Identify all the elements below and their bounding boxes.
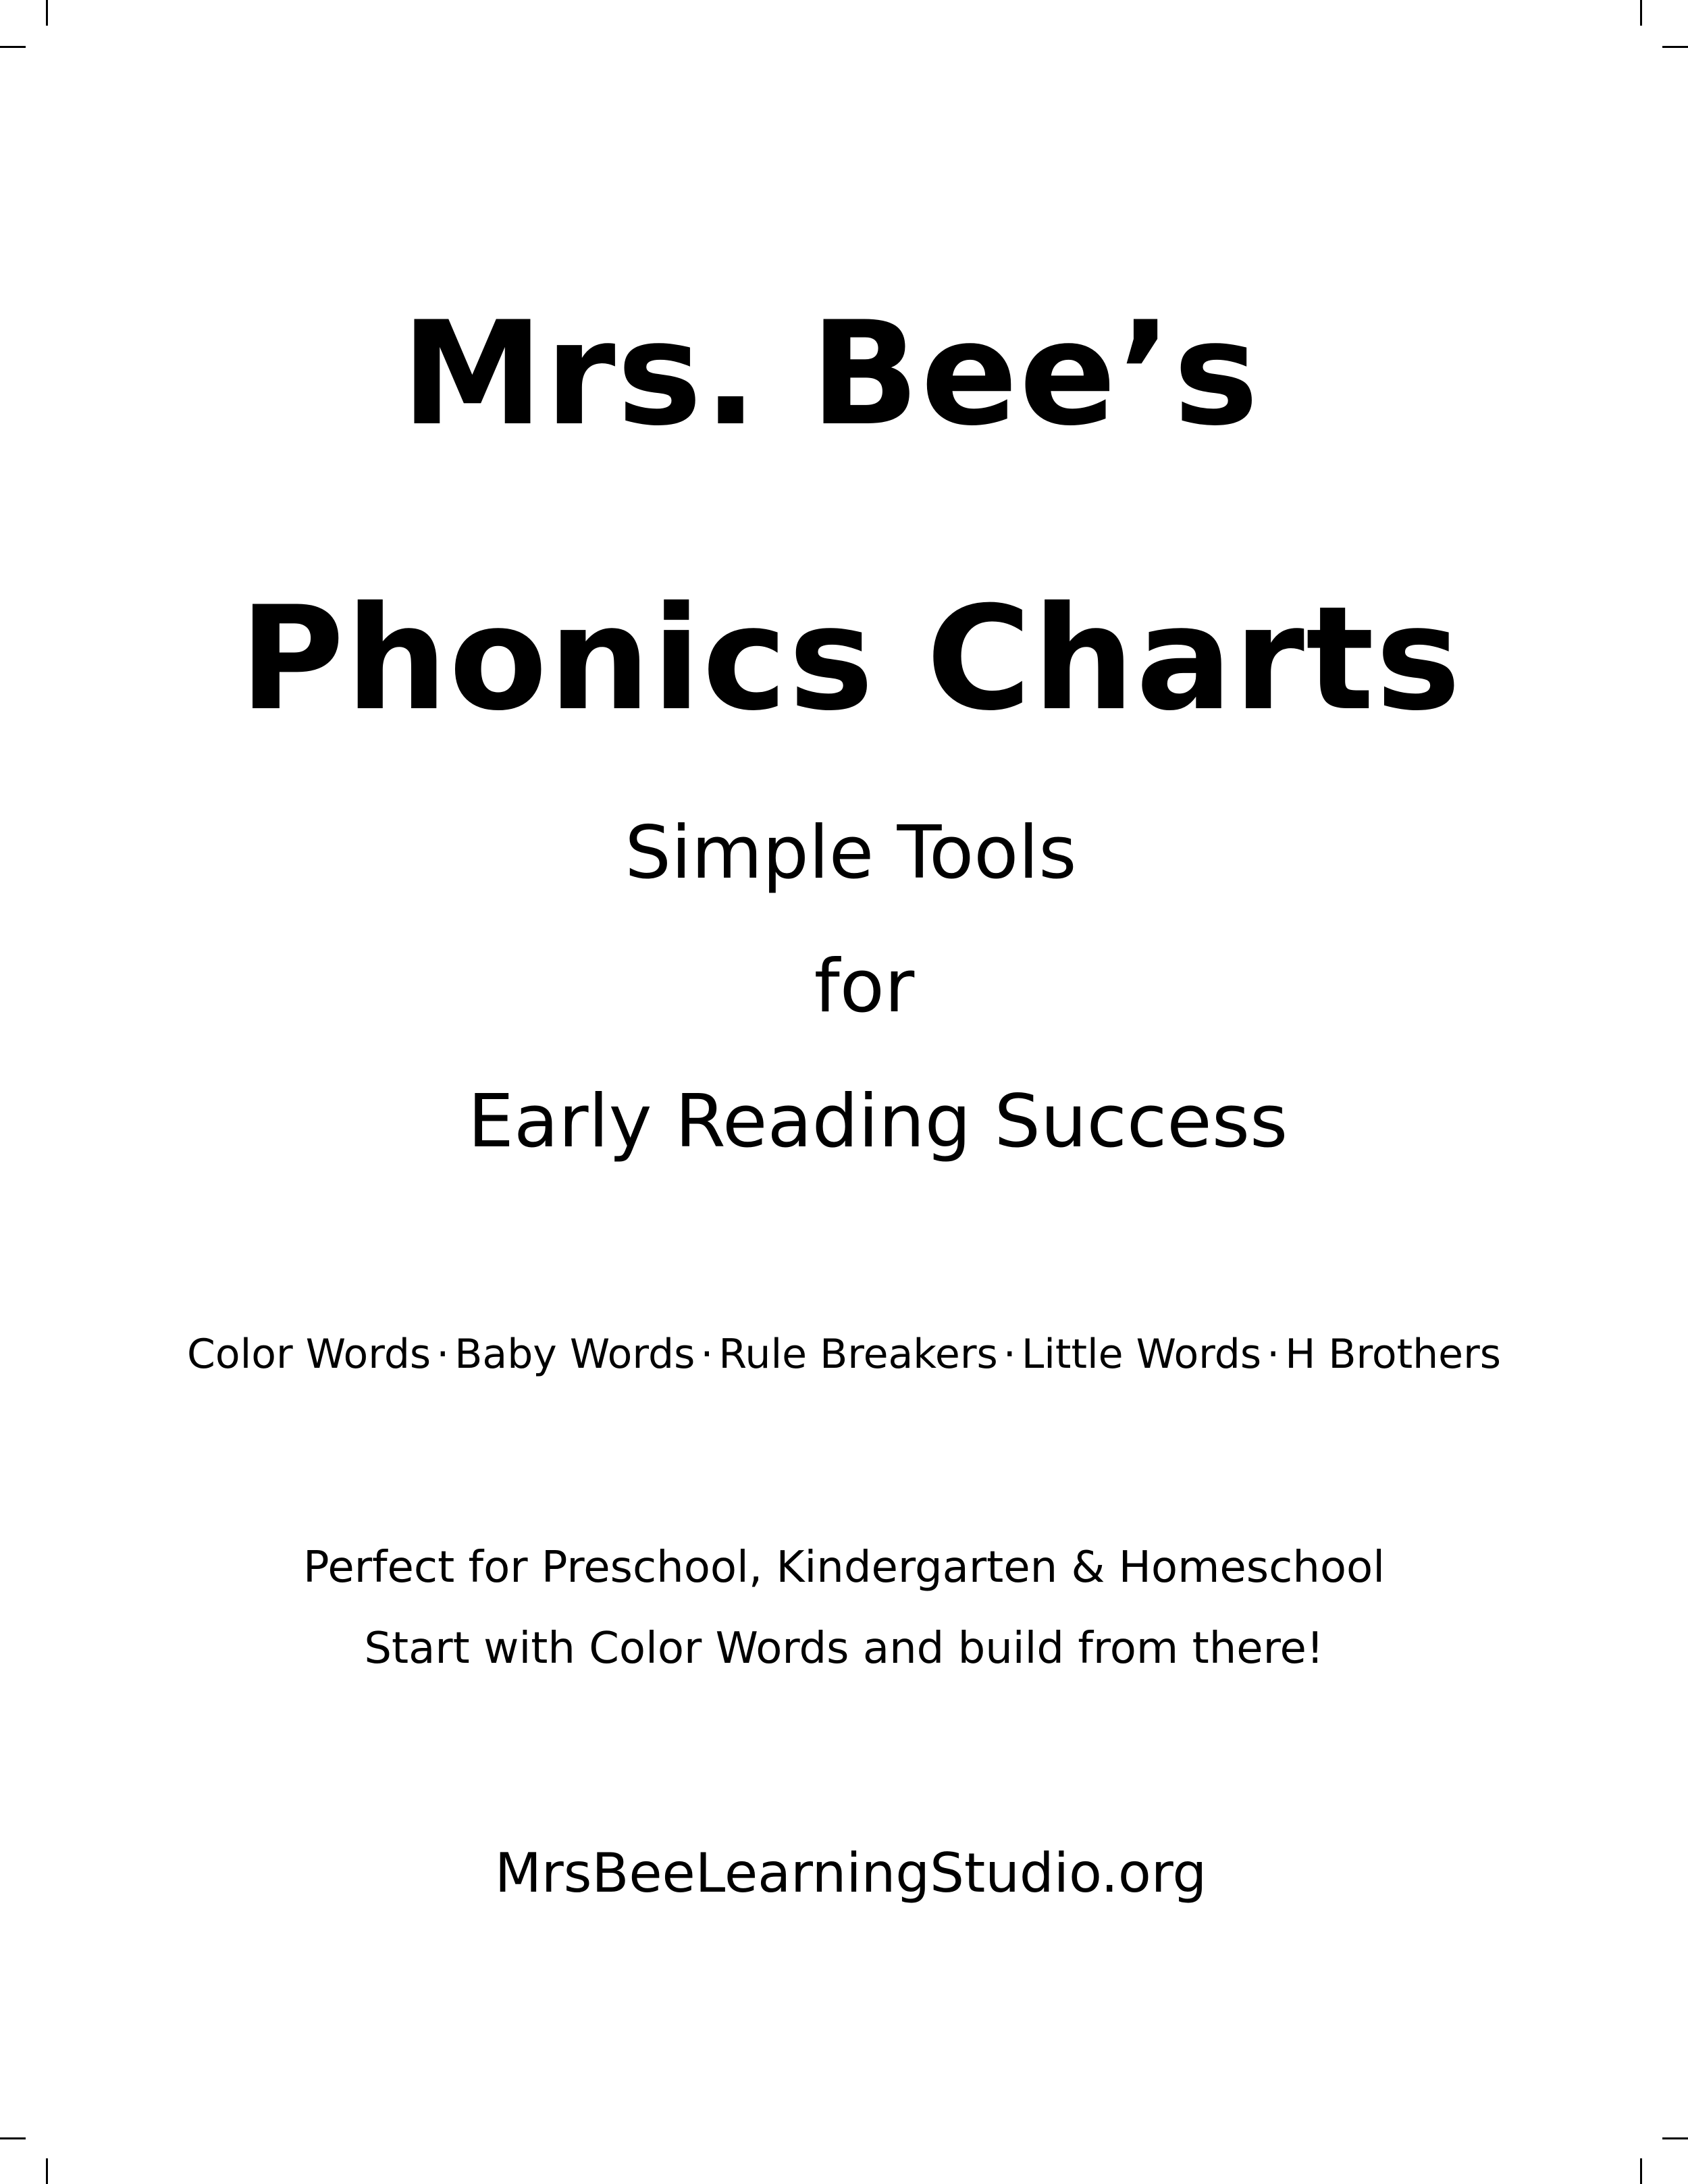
crop-mark-top-left-vertical xyxy=(46,0,48,26)
crop-mark-bottom-right-horizontal xyxy=(1662,2137,1688,2139)
crop-mark-top-left-horizontal xyxy=(0,46,26,48)
topic-item: H Brothers xyxy=(1285,1331,1502,1378)
topic-separator: · xyxy=(1003,1331,1016,1378)
topic-separator: · xyxy=(436,1331,450,1378)
subtitle-line-1: Simple Tools xyxy=(625,811,1077,895)
start-tip-text: Start with Color Words and build from there! xyxy=(364,1624,1324,1674)
subtitle-line-3: Early Reading Success xyxy=(467,1080,1288,1164)
topic-item: Baby Words xyxy=(454,1331,695,1378)
crop-mark-top-right-vertical xyxy=(1640,0,1642,26)
audience-text: Perfect for Preschool, Kindergarten & Homeschool xyxy=(303,1543,1385,1593)
crop-mark-bottom-left-horizontal xyxy=(0,2137,26,2139)
topic-separator: · xyxy=(700,1331,714,1378)
website-url: MrsBeeLearningStudio.org xyxy=(494,1842,1207,1905)
topic-separator: · xyxy=(1267,1331,1280,1378)
title-line-1: Mrs. Bee’s xyxy=(401,290,1260,457)
crop-mark-top-right-horizontal xyxy=(1662,46,1688,48)
crop-mark-bottom-left-vertical xyxy=(46,2158,48,2184)
subtitle-line-2: for xyxy=(814,944,915,1029)
topic-item: Color Words xyxy=(186,1331,431,1378)
title-line-2: Phonics Charts xyxy=(239,575,1462,742)
topics-list xyxy=(0,1331,1688,1378)
crop-mark-bottom-right-vertical xyxy=(1640,2158,1642,2184)
topic-item: Rule Breakers xyxy=(718,1331,998,1378)
topic-item: Little Words xyxy=(1021,1331,1262,1378)
